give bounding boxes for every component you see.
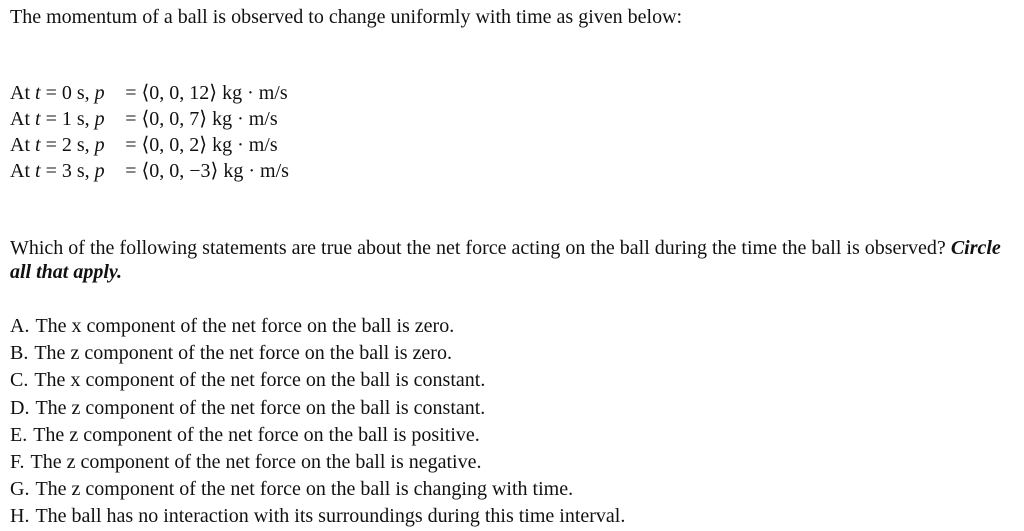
question-instruction: Circle all that apply. bbox=[10, 237, 1001, 283]
question-prompt bbox=[10, 236, 1020, 284]
time-variable: t bbox=[35, 108, 41, 130]
observation-prefix: At bbox=[10, 82, 35, 104]
option-a[interactable] bbox=[10, 313, 625, 340]
time-value: = 2 s, bbox=[40, 134, 95, 156]
observation-prefix: At bbox=[10, 160, 35, 182]
option-text: The x component of the net force on the ball is zero. bbox=[35, 315, 455, 337]
option-text: The z component of the net force on the ball is zero. bbox=[34, 342, 452, 365]
momentum-variable: p⃗ bbox=[94, 82, 121, 104]
option-text: The z component of the net force on the ball is changing with time. bbox=[35, 478, 574, 501]
option-text: The ball has no interaction with its surroundings during this time interval. bbox=[35, 505, 626, 528]
momentum-value: = ⟨0, 0, −3⟩ kg · m/s bbox=[120, 160, 289, 182]
momentum-observations bbox=[10, 80, 289, 184]
observation-prefix: At bbox=[10, 134, 35, 156]
observation-prefix: At bbox=[10, 108, 35, 130]
option-letter: H. bbox=[10, 505, 30, 528]
option-h[interactable] bbox=[10, 503, 625, 530]
option-letter: C. bbox=[10, 369, 29, 392]
momentum-value: = ⟨0, 0, 7⟩ kg · m/s bbox=[120, 108, 278, 130]
option-g[interactable] bbox=[10, 476, 625, 503]
option-letter: G. bbox=[10, 478, 30, 501]
time-variable: t bbox=[35, 82, 41, 104]
observation-t3 bbox=[10, 158, 289, 184]
option-letter: F. bbox=[10, 450, 25, 473]
option-text: The z component of the net force on the ball is negative. bbox=[30, 450, 482, 473]
problem-intro: The momentum of a ball is observed to change uniformly with time as given below: bbox=[10, 6, 683, 28]
option-text: The z component of the net force on the ball is positive. bbox=[33, 423, 480, 446]
option-letter: B. bbox=[10, 342, 29, 365]
option-text: The x component of the net force on the ball is constant. bbox=[34, 369, 486, 392]
option-f[interactable] bbox=[10, 449, 625, 476]
momentum-variable: p⃗ bbox=[94, 160, 121, 182]
time-variable: t bbox=[35, 160, 41, 182]
observation-t2 bbox=[10, 132, 289, 158]
momentum-variable: p⃗ bbox=[94, 134, 121, 156]
option-letter: A. bbox=[10, 315, 30, 337]
option-letter: D. bbox=[10, 396, 30, 419]
option-letter: E. bbox=[10, 423, 28, 446]
option-b[interactable] bbox=[10, 340, 625, 367]
momentum-value: = ⟨0, 0, 12⟩ kg · m/s bbox=[120, 82, 288, 104]
momentum-variable: p⃗ bbox=[94, 108, 121, 130]
observation-t1 bbox=[10, 106, 289, 132]
observation-t0 bbox=[10, 80, 289, 106]
time-value: = 0 s, bbox=[40, 82, 95, 104]
option-e[interactable] bbox=[10, 422, 625, 449]
option-d[interactable] bbox=[10, 395, 625, 422]
option-c[interactable] bbox=[10, 367, 625, 394]
time-variable: t bbox=[35, 134, 41, 156]
option-text: The z component of the net force on the ball is constant. bbox=[35, 396, 486, 419]
momentum-value: = ⟨0, 0, 2⟩ kg · m/s bbox=[120, 134, 278, 156]
question-text: Which of the following statements are true about the net force acting on the ball during the time the ball is observed? bbox=[10, 237, 951, 259]
time-value: = 3 s, bbox=[40, 160, 95, 182]
answer-options bbox=[10, 313, 625, 531]
time-value: = 1 s, bbox=[40, 108, 95, 130]
